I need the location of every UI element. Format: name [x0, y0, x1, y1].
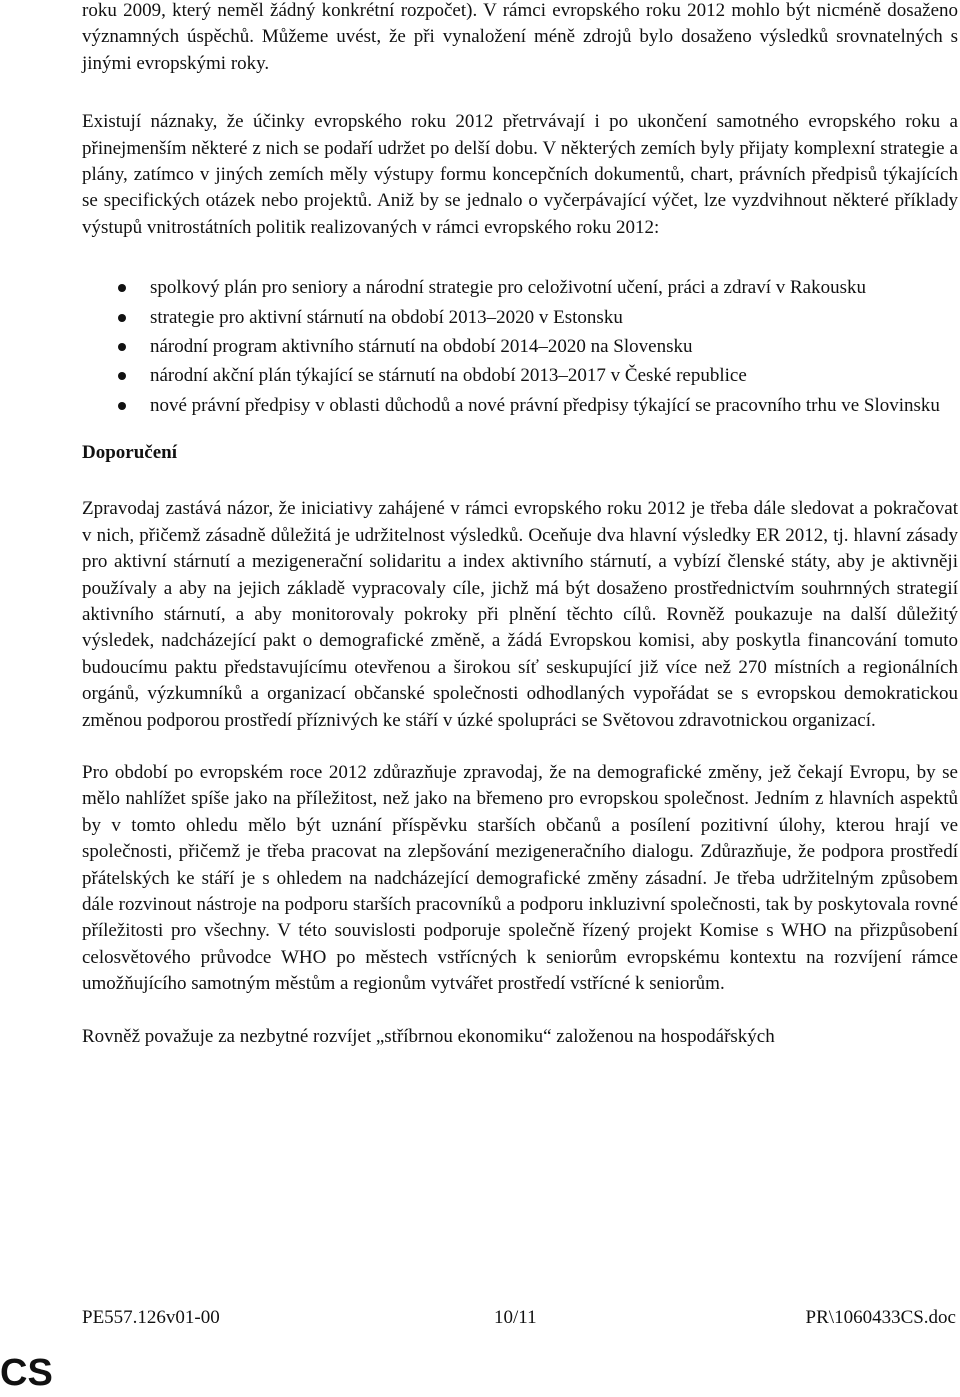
document-reference: PE557.126v01-00: [82, 1307, 220, 1328]
list-item: nové právní předpisy v oblasti důchodů a nové právní předpisy týkající se pracovního trhu ve Slovinsku: [82, 393, 958, 419]
bullet-icon: [118, 343, 126, 351]
page-footer: [82, 1306, 958, 1330]
file-name: PR\1060433CS.doc: [805, 1307, 956, 1328]
paragraph-silver-economy: Rovněž považuje za nezbytné rozvíjet „stříbrnou ekonomiku“ založenou na hospodářských: [82, 1025, 775, 1047]
list-item: strategie pro aktivní stárnutí na období 2013–2020 v Estonsku: [82, 305, 958, 331]
language-code: CS: [0, 1352, 53, 1394]
bullet-icon: [118, 372, 126, 380]
paragraph-post-2012: Pro období po evropském roce 2012 zdůrazňuje zpravodaj, že na demografické změny, jež čekají Evropu, by se mělo nahlížet spíše jako na příležitost, než jako na břemeno pro evropskou společnost. Jedním z hlavních aspektů by v tomto ohledu mělo být uznání příspěvku starších občanů a posílení pozitivní úlohy, kterou hrají ve společnosti, přičemž je třeba pracovat na zlepšování mezigeneračního dialogu. Zdůrazňuje, že podpora prostředí přátelských ke stáří je s ohledem na nadcházející demografické změny zásadní. Je třeba udržitelným způsobem dále rozvinout nástroje na podporu starších pracovníků a podporu inkluzivní společnosti, tak by poskytovala rovné příležitosti pro všechny. V této souvislosti podporuje společně řízený projekt Komise s WHO na přizpůsobení celosvětového průvodce WHO po městech vstřícných k seniorům evropskému kontextu na rozvíjení rámce umožňujícího samotným městům a regionům vytvářet prostředí vstřícné k seniorům.: [82, 761, 958, 995]
document-page: [82, 0, 958, 1050]
bullet-icon: [118, 314, 126, 322]
policy-outputs-list: [82, 275, 958, 419]
page-number: 10/11: [494, 1307, 537, 1328]
bullet-icon: [118, 402, 126, 410]
paragraph-recommendation: Zpravodaj zastává názor, že iniciativy zahájené v rámci evropského roku 2012 je třeba dále sledovat a pokračovat v nich, přičemž zásadně důležitá je udržitelnost výsledků. Oceňuje dva hlavní výsledky ER 2012, tj. hlavní zásady pro aktivní stárnutí a mezigenerační solidaritu a index aktivního stárnutí, a vybízí členské státy, aby je aktivněji používaly a aby na jejich základě vypracovaly cíle, jichž má být dosaženo prostřednictvím souhrnných strategií aktivního stárnutí, a aby monitorovaly pokroky při plnění těchto cílů. Rovněž poukazuje na další důležitý výsledek, nadcházející pakt o demografické změně, a žádá Evropskou komisi, aby poskytla financování tomuto budoucímu paktu představujícímu otevřenou a širokou síť seskupující již více než 270 místních a regionálních orgánů, výzkumníků a organizací občanské společnosti odhodlaných vypořádat se s evropskou demokratickou změnou podporou prostředí příznivých ke stáří v úzké spolupráci se Světovou zdravotnickou organizací.: [82, 498, 958, 731]
list-item: spolkový plán pro seniory a národní strategie pro celoživotní učení, práci a zdraví v Rakousku: [82, 275, 958, 301]
list-item: národní program aktivního stárnutí na období 2014–2020 na Slovensku: [82, 334, 958, 360]
paragraph-effects: Existují náznaky, že účinky evropského roku 2012 přetrvávají i po ukončení samotného evropského roku a přinejmenším některé z nich se podaří udržet po delší dobu. V některých zemích byly přijaty komplexní strategie a plány, zatímco v jiných zemích měly výstupy formu koncepčních dokumentů, chart, právních předpisů týkajících se specifických otázek nebo projektů. Aniž by se jednalo o vyčerpávající výčet, lze vyzdvihnout některé příklady výstupů vnitrostátních politik realizovaných v rámci evropského roku 2012:: [82, 111, 958, 238]
bullet-icon: [118, 284, 126, 292]
list-item: národní akční plán týkající se stárnutí na období 2013–2017 v České republice: [82, 363, 958, 389]
paragraph-continuation: roku 2009, který neměl žádný konkrétní rozpočet). V rámci evropského roku 2012 mohlo být nicméně dosaženo významných úspěchů. Můžeme uvést, že při vynaložení méně zdrojů bylo dosaženo výsledků srovnatelných s jinými evropskými roky.: [82, 0, 958, 74]
section-heading: Doporučení: [82, 442, 177, 464]
